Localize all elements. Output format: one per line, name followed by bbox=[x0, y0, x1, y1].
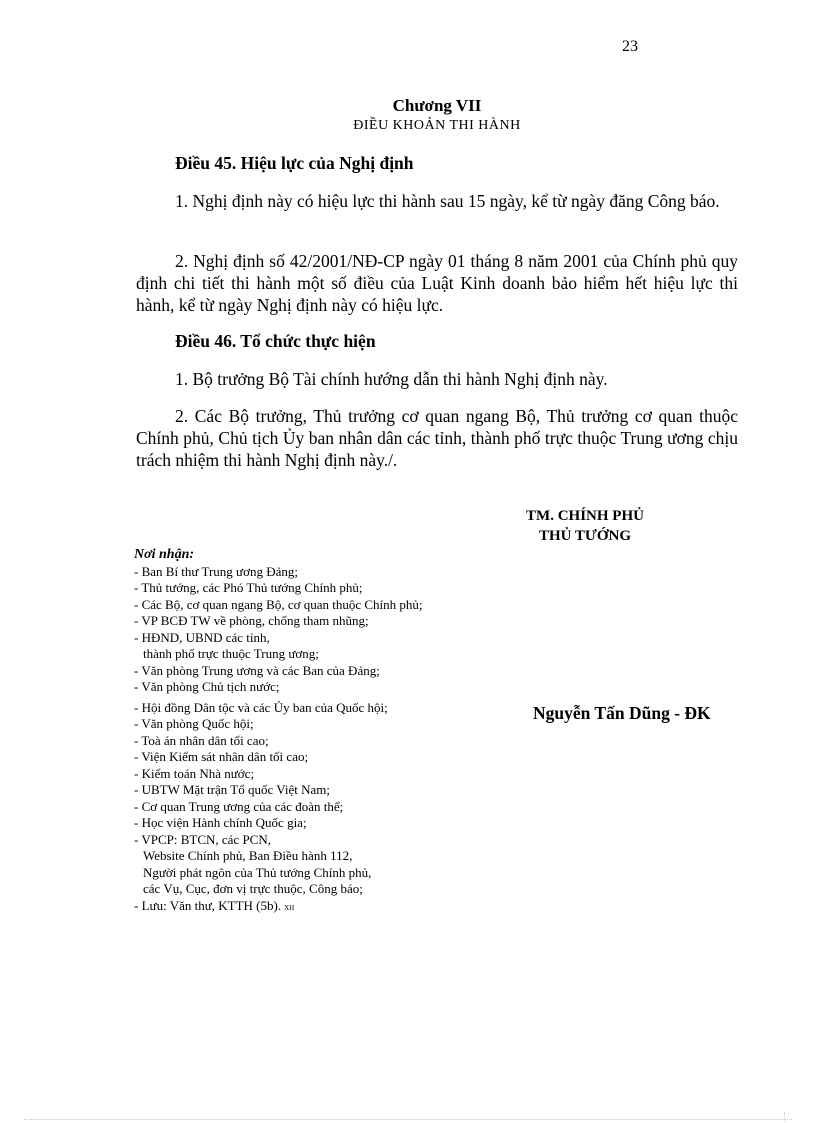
signature-org: TM. CHÍNH PHỦ bbox=[526, 508, 644, 524]
signer-name: Nguyễn Tấn Dũng - ĐK bbox=[533, 703, 711, 723]
page-number: 23 bbox=[622, 38, 638, 55]
article-45-paragraph-1: 1. Nghị định này có hiệu lực thi hành sau 15 ngày, kể từ ngày đăng Công báo. bbox=[175, 191, 720, 211]
recipient-item: - Cơ quan Trung ương của các đoàn thể; bbox=[134, 798, 344, 814]
recipient-item: - Hội đồng Dân tộc và các Ủy ban của Quốc hội; bbox=[134, 699, 388, 715]
drafter-initials: XH bbox=[284, 903, 295, 912]
chapter-subtitle: ĐIỀU KHOẢN THI HÀNH bbox=[353, 118, 521, 133]
recipient-item-continuation: Người phát ngôn của Thủ tướng Chính phủ, bbox=[143, 864, 372, 880]
recipient-item: - Ban Bí thư Trung ương Đảng; bbox=[134, 563, 298, 579]
recipient-item: - Viện Kiểm sát nhân dân tối cao; bbox=[134, 749, 309, 764]
article-46-heading: Điều 46. Tổ chức thực hiện bbox=[175, 331, 376, 351]
recipient-item-continuation: các Vụ, Cục, đơn vị trực thuộc, Công báo; bbox=[143, 881, 363, 896]
recipient-item: - Học viện Hành chính Quốc gia; bbox=[134, 815, 307, 830]
recipient-item: - VPCP: BTCN, các PCN, bbox=[134, 831, 271, 847]
signature-block bbox=[470, 506, 700, 546]
recipient-item: - Kiểm toán Nhà nước; bbox=[134, 765, 255, 781]
recipient-item: - Văn phòng Trung ương và các Ban của Đảng; bbox=[134, 662, 380, 678]
recipient-archive-item bbox=[134, 898, 514, 917]
article-46-paragraph-2: 2. Các Bộ trưởng, Thủ trưởng cơ quan ngang Bộ, Thủ trưởng cơ quan thuộc Chính phủ, Chủ tịch Ủy ban nhân dân các tỉnh, thành phố trực thuộc Trung ương chịu trách nhiệm thi hành Nghị định này./. bbox=[136, 406, 738, 470]
signature-title: THỦ TƯỚNG bbox=[538, 528, 632, 544]
page-bottom-rule bbox=[24, 1119, 792, 1120]
recipient-item: - Văn phòng Chủ tịch nước; bbox=[134, 679, 280, 694]
recipient-item: - VP BCĐ TW về phòng, chống tham nhũng; bbox=[134, 613, 369, 628]
recipient-item: - Thủ tướng, các Phó Thủ tướng Chính phủ; bbox=[134, 580, 363, 595]
recipient-item: - Toà án nhân dân tối cao; bbox=[134, 732, 269, 748]
page-corner-mark bbox=[784, 1112, 795, 1122]
recipient-item: - HĐND, UBND các tỉnh, bbox=[134, 629, 270, 645]
article-46-paragraph-1: 1. Bộ trưởng Bộ Tài chính hướng dẫn thi hành Nghị định này. bbox=[175, 369, 608, 389]
recipient-item-continuation: thành phố trực thuộc Trung ương; bbox=[143, 646, 319, 661]
recipient-item: - Văn phòng Quốc hội; bbox=[134, 716, 254, 731]
recipient-item-text: - Lưu: Văn thư, KTTH (5b). bbox=[134, 897, 282, 913]
recipient-item: - UBTW Mặt trận Tổ quốc Việt Nam; bbox=[134, 782, 330, 797]
recipients-label: Nơi nhận: bbox=[134, 547, 195, 562]
chapter-title: Chương VII bbox=[392, 96, 482, 115]
article-45-heading: Điều 45. Hiệu lực của Nghị định bbox=[175, 153, 414, 173]
recipient-item: - Các Bộ, cơ quan ngang Bộ, cơ quan thuộc Chính phủ; bbox=[134, 596, 423, 612]
recipient-item-continuation: Website Chính phủ, Ban Điều hành 112, bbox=[143, 848, 353, 863]
recipients-list bbox=[134, 547, 514, 916]
article-45-paragraph-2: 2. Nghị định số 42/2001/NĐ-CP ngày 01 tháng 8 năm 2001 của Chính phủ quy định chi tiết thi hành một số điều của Luật Kinh doanh bảo hiểm hết hiệu lực thi hành, kể từ ngày Nghị định này có hiệu lực. bbox=[136, 251, 738, 315]
